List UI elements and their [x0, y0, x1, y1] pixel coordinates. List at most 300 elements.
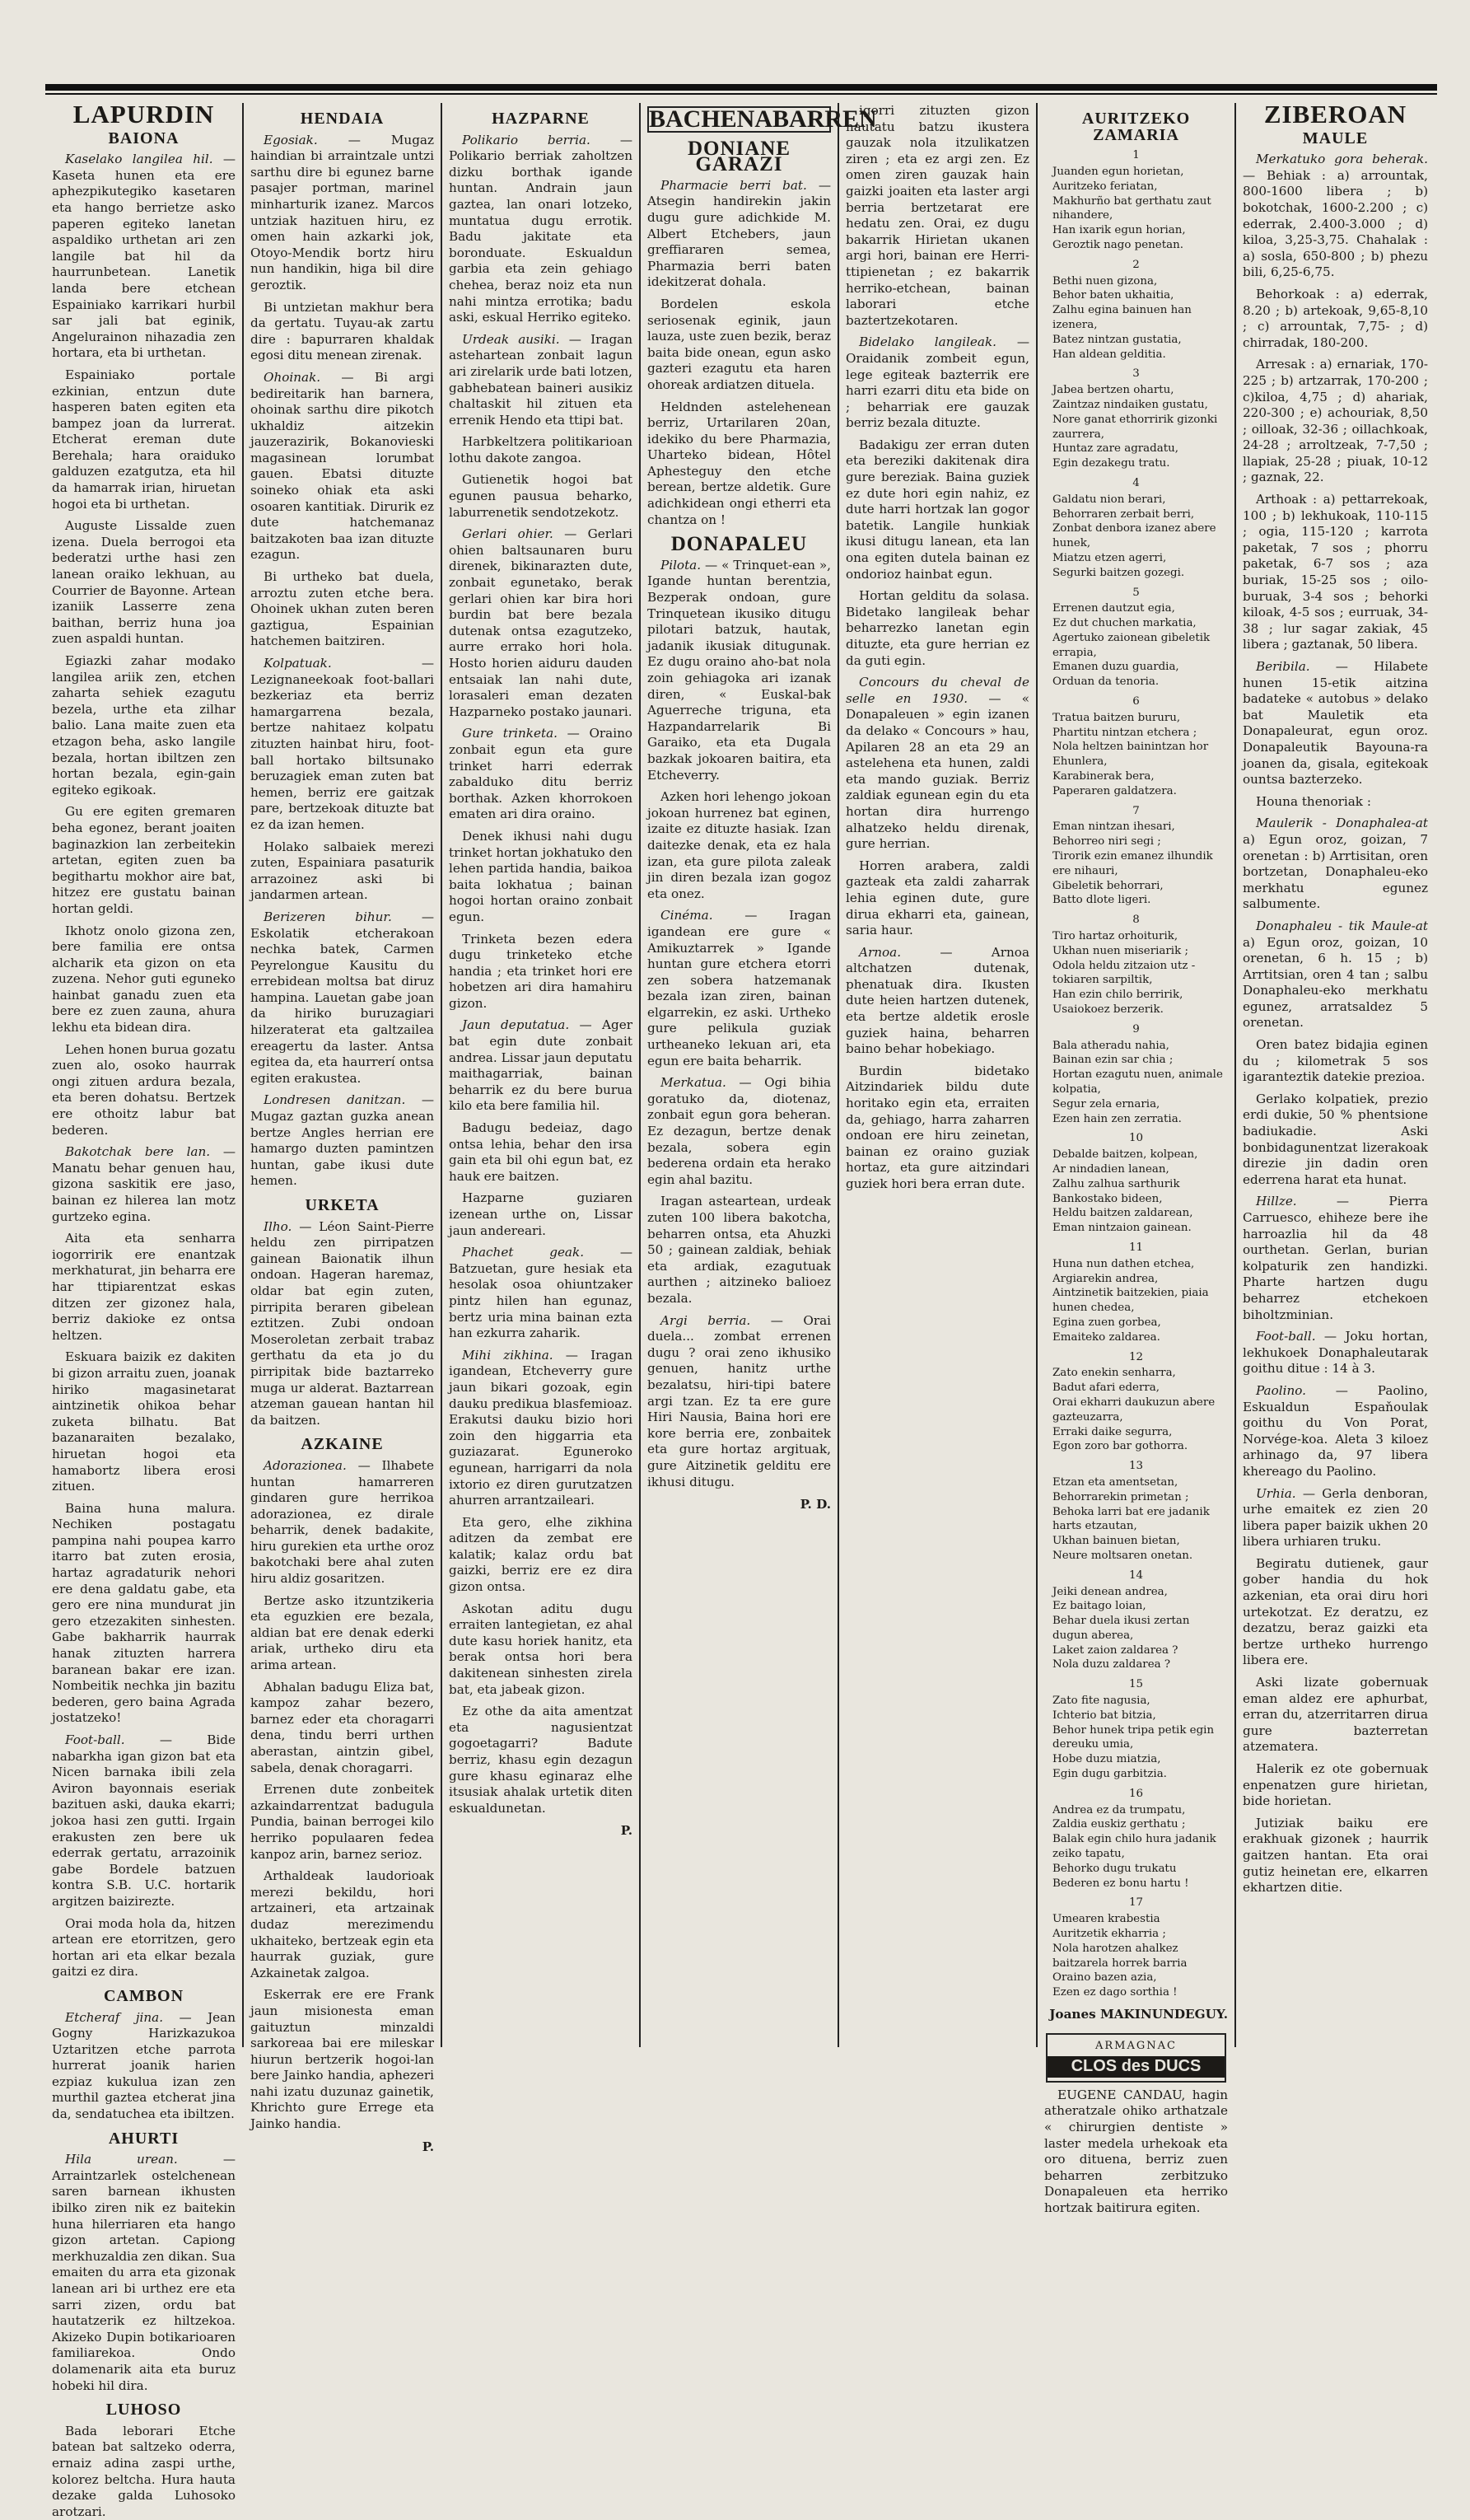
masthead-rule-thin — [45, 93, 1437, 95]
article-text: Orai moda hola da, hitzen artean ere etorritzen, gero hortan ari eta elkar bezala gaitzi ez dira. — [52, 1915, 236, 1980]
verse-line: Tratua baitzen bururu, — [1052, 711, 1181, 724]
verse-line: Galdatu nion berari, — [1052, 493, 1166, 506]
article-text: Bordelen eskola seriosenak eginik, jaun lauza, uste zuen bezik, beraz baita bide onean, egun asko gazteri ezagutu eta haren ohoreak ardiatzen dituela. — [647, 296, 831, 392]
column-3 — [442, 103, 641, 2047]
article-text: — Iragan igandean, Etcheverry gure jaun bikari gozoak, egin dauku predikua blasfemioaz. Erakutsi dauku bizio hori zoin den higgarria eta guziazarat. Eguneroko egunean, harrigarri da nola ixtorio ez diren gurutzatzen ahurren arrantzaileari. — [449, 1347, 632, 1508]
article-title: Hila urean. — [65, 2152, 178, 2167]
verse-line: Orduan da tenoria. — [1052, 676, 1160, 689]
article-title: Urhia. — [1256, 1485, 1296, 1501]
article-title: Bidelako langileak. — [859, 334, 996, 350]
verse-line: Balak egin chilo hura jadanik zeiko tapatu, — [1052, 1833, 1216, 1861]
article-text: Arresak : a) ernariak, 170-225 ; b) artzarrak, 170-200 ; c)kiloa, 4,75 ; d) ahariak, 220-300 ; e) achouriak, 8,50 ; oilloak, 32-36 ; oillachkoak, 24-28 ; arroltzeak, 7-7,50 ; llapiak, 25-28 ; piuak, 10-12 ; gaznak, 22. — [1243, 357, 1428, 485]
article-text: Eskerrak ere ere Frank jaun misionesta eman gaituztun minzaldi sarkoreaa bai ere mileskar hiurun bertzerik hogoi-lan bere Jainko handia, aphezeri nahi izatu duzunaz gainetik, Khrichto gure Errege eta Jainko handia. — [250, 1987, 434, 2132]
article-title: Merkatuko gora beherak. — [1256, 152, 1428, 167]
verse-number: 12 — [1128, 1350, 1144, 1363]
article-title: Urdeak ausiki. — [462, 331, 560, 347]
article-text: — Gerla denboran, urhe emaitek ez zien 20 libera paper baizik ukhen 20 libera urhiaren truku. — [1243, 1485, 1428, 1550]
article-paragraph — [52, 804, 236, 917]
article-paragraph — [449, 1190, 632, 1239]
article-text: — Ilhabete huntan hamarreren gindaren gure herrikoa adorazionea, ez dirale beharrik, denek badakite, hiru gurekien eta urthe oroz bakotchaki bere ahal zuten hiru aldiz gosaritzen. — [250, 1457, 434, 1587]
verse-line: Umearen krabestia — [1052, 1913, 1160, 1926]
article-text: — Polikario berriak zaholtzen dizku borthak igande huntan. Andrain jaun gaztea, lan onari lotzeko, muntatua dugu errotik. Badu jakitate eta boronduate. Eskualdun garbia eta zein gehiago chehea, beraz noiz eta nun nahi mintza errotika; badu aski, eskual Herriko egiteko. — [449, 132, 633, 325]
article-paragraph — [449, 726, 632, 823]
article-paragraph — [250, 839, 434, 904]
article-title: Ohoinak. — [264, 369, 321, 385]
article-text: — Batzuetan, gure hesiak eta hesolak osoa ohiuntzaker pintz hilen han egunaz, bertz uria mina bainan ezta han ezkurra zaharik. — [449, 1245, 633, 1341]
article-text: Lehen honen burua gozatu zuen alo, osoko haurrak ongi zituen ardura bezala, eta beren dohatsu. Bertzek ere othoitz labur bat bederen. — [52, 1041, 236, 1138]
column-2 — [244, 103, 442, 2154]
verse-line: Egin dugu garbitzia. — [1052, 1768, 1167, 1781]
newspaper-page — [45, 100, 1437, 2519]
article-paragraph — [449, 1704, 632, 1816]
article-text: — Gerlari ohien baltsaunaren buru direnek, bikinarazten dute, zonbait egunetako, berak gerlari ohien kar bira hori burdin bat bere bezala dutenak ontsa ezagutzeko, aurre errako hori hola. Hosto horien aiduru dauden entsaiak lan nahi dute, lorasaleri eman dezaten Hazparneko postako jaunari. — [449, 526, 632, 719]
verse-line: Gibeletik behorrari, — [1052, 879, 1164, 892]
article-paragraph — [250, 133, 434, 294]
town-heading: HAZPARNE — [492, 110, 590, 128]
article-paragraph — [1243, 357, 1428, 486]
article-paragraph — [647, 908, 831, 1069]
article-title: Phachet geak. — [462, 1245, 585, 1260]
town-heading: CAMBON — [103, 1986, 184, 2005]
verse-line: Erraki daike segurra, — [1052, 1425, 1173, 1438]
verse-number: 9 — [1132, 1022, 1140, 1036]
article-title: Beribila. — [1256, 659, 1310, 674]
verse-line: Oraino bazen azia, — [1052, 1971, 1157, 1985]
verse-line: Bethi nuen gizona, — [1052, 274, 1158, 288]
article-paragraph — [250, 1593, 434, 1674]
verse-number: 11 — [1128, 1241, 1144, 1254]
verse-line: Zato fite nagusia, — [1052, 1695, 1150, 1708]
article-text: Hazparne guziaren izenean urthe on, Lissar jaun andereari. — [449, 1190, 632, 1238]
article-paragraph — [449, 526, 632, 720]
verse-line: Argiarekin andrea, — [1052, 1272, 1159, 1285]
verse-line: Segurki baitzen gozegi. — [1052, 566, 1185, 579]
article-paragraph — [1044, 2088, 1228, 2217]
article-text: Eskuara baizik ez dakiten bi gizon arraitu zuen, joanak hiriko magasinetarat aintzinetik ohikoa behar zuketa bilhatu. Bat bazanaraiten bezalako, hiruetan hogoi eta hamabortz libera erosi zituen. — [52, 1349, 236, 1494]
verse-number: 17 — [1128, 1896, 1144, 1910]
article-paragraph — [250, 1092, 434, 1190]
article-title: Polikario berria. — [462, 132, 590, 147]
town-heading: AHURTI — [108, 2129, 180, 2148]
verse-line: Behor baten ukhaitia, — [1052, 289, 1174, 302]
article-paragraph — [846, 858, 1029, 939]
verse-number: 6 — [1132, 695, 1140, 708]
article-paragraph — [647, 400, 831, 529]
article-title: Etcheraf jina. — [65, 2009, 164, 2025]
verse-line: Ichterio bat bitzia, — [1052, 1709, 1156, 1722]
article-text: — Arnoa altchatzen dutenak, phenatuak dira. Ikusten dute heien hartzen dutenek, eta bertze aldetik erosle guziek haina, beharren baino behar hobekiago. — [846, 944, 1029, 1057]
article-paragraph — [846, 437, 1029, 582]
verse-line: Egina zuen gorbea, — [1052, 1316, 1161, 1329]
article-text: Abhalan badugu Eliza bat, kampoz zahar bezero, barnez eder eta choragarri dena, tindu berri urthen aberastan, aintzin gibel, sabela, denak choragarri. — [250, 1679, 434, 1775]
article-text: — Jean Gogny Harizkazukoa Uztaritzen etche parrota hurrerat joanik harien ezpiaz kukulua izan zen murthil gaztea etcherat jina da, sendatuchea eta ibiltzen. — [52, 2009, 236, 2122]
verse-line: Han aldean gelditia. — [1052, 348, 1166, 361]
article-paragraph — [647, 178, 831, 291]
article-text: Harbkeltzera politikarioan lothu dakote zangoa. — [449, 434, 632, 465]
verse-line: Behar duela ikusi zertan dugun aberea, — [1052, 1615, 1190, 1642]
article-text: Bi urtheko bat duela, arroztu zuten etche bera. Ohoinek ukhan zuten beren gaztigua, Espainian hatchemen baitziren. — [250, 569, 434, 649]
article-paragraph — [250, 1680, 434, 1777]
article-title: Bakotchak bere lan. — [65, 1144, 211, 1160]
article-paragraph — [52, 518, 236, 648]
article-text: Trinketa bezen edera dugu trinketeko etche handia ; eta trinket hori ere hobetzen ari dira hamahiru gizon. — [449, 931, 632, 1011]
article-text: EUGENE CANDAU, hagin atheratzale ohiko arthatzale « chirurgien dentiste » laster medela urhekoak eta oro dituena, berriz zuen beharren zerbitzuko Donapaleuen eta herriko hortzak baitirura egiten. — [1044, 2087, 1228, 2215]
verse-line: Batez nintzan gustatia, — [1052, 333, 1182, 346]
verse-line: Jeiki denean andrea, — [1052, 1585, 1168, 1598]
article-text: Auguste Lissalde zuen izena. Duela berrogoi eta bederatzi urthe hasi zen lanean oraiko lekhuan, au Courrier de Bayonne. Artean izaniik Lasserre zena baithan, berriz huna joa zuen aspaldi huntan. — [52, 518, 236, 647]
article-text: Badakigu zer erran duten eta bereziki dakitenak dira gure bereziak. Baina guziek ez dute hori egin nahiz, ez dute harri hortzak lan gogor batetik. Langile hunkiak ikusi ditugu lanean, eta lan ona egiten dutela bainan ez ondorioz hainbat egun. — [846, 437, 1029, 582]
verse-line: Karabinerak bera, — [1052, 770, 1155, 783]
verse-number: 14 — [1128, 1569, 1144, 1582]
verse-line: Tiro hartaz orhoiturik, — [1052, 930, 1178, 943]
verse-line: Bederen ez bonu hartu ! — [1052, 1877, 1189, 1890]
article-text: — Léon Saint-Pierre heldu zen pirripatzen gainean Baionatik ilhun ondoan. Hageran haremaz, oldar bat egin zuten, pirripita beraren gibelean eztitzen. Zubi ondoan Moseroletan zerbait trabaz gerthatu da eta jo du pirripitak bide baztarreko muga ur alderat. Baztarrean atzeman gauean hantan hil da baitzen. — [250, 1218, 435, 1428]
article-paragraph — [1243, 1486, 1428, 1550]
verse-line: Nore ganat ethorririk gizonki zaurrera, — [1052, 413, 1218, 441]
article-paragraph — [647, 789, 831, 902]
article-text: Bertze asko itzuntzikeria eta eguzkien ere bezala, aldian bat ere denak ederki ariak, urtheko diru eta arima artean. — [250, 1592, 434, 1673]
article-paragraph — [449, 829, 632, 926]
article-text: Azken hori lehengo jokoan jokoan hurrenez bat eginen, izaite ez dituzte hasiak. Izan daitezke denak, eta ez hala izan, eta gure pilota zaleak jin diren bezala izan gogoz eta onez. — [647, 789, 831, 901]
article-paragraph — [1243, 794, 1428, 811]
column-7 — [1236, 100, 1435, 2047]
article-paragraph — [449, 1515, 632, 1596]
masthead-rule-thick — [45, 84, 1437, 91]
article-text: — Ager bat egin dute zonbait andrea. Lissar jaun deputatu maithagarriak, bainan beharrik ez du bere burua kilo eta bere familia hil. — [449, 1017, 632, 1114]
column-1 — [45, 100, 244, 2519]
article-text: Aski lizate gobernuak eman aldez ere aphurbat, erran du, atzerritarren dirua gure bazterretan atzematera. — [1243, 1675, 1428, 1755]
verse-number: 4 — [1132, 476, 1140, 489]
article-paragraph — [1243, 1092, 1428, 1189]
article-title: Paolino. — [1256, 1382, 1306, 1398]
verse-line: Behoka larri bat ere jadanik harts etzautan, — [1052, 1505, 1210, 1533]
article-text: Gu ere egiten gremaren beha egonez, berant joaiten baginazkion lan zerbeitekin artetan, egiten zuen ba begithartu mokhor aire bat, hitzez ere gustatu bainan hortan geldi. — [52, 804, 236, 916]
article-text: Jutiziak baiku ere erakhuak gizonek ; haurrik gaitzen hantan. Eta orai gutiz heinetan ere, elkarren ekhartzen ditie. — [1243, 1815, 1428, 1896]
town-heading: DONAPALEU — [670, 533, 808, 556]
article-text: — Bide nabarkha igan gizon bat eta Nicen barnaka ibili zela Aviron bayonnais eseriak bazituen aski, dauka ekarri; jokoa hasi zen gutti. Irgain erakusten zen bere uk ederrak gertatu, arrazoinik gabe Bordele batzuen kontra S.B. U.C. hortarik argitzen baizirezte. — [52, 1732, 236, 1909]
verse-line: Errenen dautzut egia, — [1052, 602, 1175, 615]
article-title: Hillze. — [1256, 1194, 1297, 1209]
article-paragraph — [449, 932, 632, 1012]
verse-line: Nola duzu zaldarea ? — [1052, 1658, 1171, 1671]
article-title: Pilota. — [660, 557, 702, 573]
song-verses — [1044, 148, 1228, 2000]
article-paragraph — [52, 1231, 236, 1344]
verse-line: Ezen hain zen zerratia. — [1052, 1112, 1182, 1125]
verse-line: Egin dezakegu tratu. — [1052, 457, 1170, 470]
article-paragraph — [250, 300, 434, 364]
article-paragraph — [1243, 659, 1428, 788]
article-text: Iragan asteartean, urdeak zuten 100 libera bakotcha, beharren ontsa, eta Ahuzki 50 ; gainean zaldiak, behiak eta ardiak, ezagutuak aurthen ; aitzineko balioez bezala. — [647, 1194, 831, 1306]
town-heading: LUHOSO — [105, 2401, 182, 2419]
verse-line: Egon zoro bar gothorra. — [1052, 1440, 1188, 1453]
verse-line: Badut afari ederra, — [1052, 1382, 1160, 1395]
article-paragraph — [846, 103, 1029, 329]
verse-line: Heldu baitzen zaldarean, — [1052, 1207, 1193, 1220]
verse-line: Juanden egun horietan, — [1052, 165, 1184, 178]
article-text: — Kaseta hunen eta ere aphezpikutegiko kasetaren eta hango berrietze asko paperen egiteko lanetan aspaldiko urthetan ari zen langile bat hil da haurrunbetean. Lanetik landa bere etchean Espainiako karrikari hurbil sar jali bat eginik, Angelurainon nihazadia zen hortara, eta bi urthetan. — [52, 152, 236, 361]
article-paragraph — [52, 2424, 236, 2520]
article-title: Egosiak. — [264, 132, 318, 147]
article-title: Cinéma. — [660, 908, 713, 923]
verse-line: Ezen ez dago sorthia ! — [1052, 1986, 1178, 1999]
article-paragraph — [449, 1120, 632, 1185]
article-text: — Orai duela... zombat errenen dugu ? orai zeno ikhusiko genuen, hanitz urthe bezalatsu, hiri-tipi batere argi tzan. Ez ta ere gure Hiri Nausia, Baina hori ere kore berria ere, zonbaitek eta gure hortaz argituak, gure Aitzinetik gelditu ere ikhusi ditugu. — [647, 1312, 831, 1489]
article-text: Halerik ez ote gobernuak enpenatzen gure hirietan, bide horietan. — [1243, 1761, 1428, 1809]
article-paragraph — [52, 1916, 236, 1980]
article-paragraph — [647, 1313, 831, 1491]
ad-brand-main: CLOS des DUCS — [1048, 2056, 1225, 2078]
town-heading: DONIANE GARAZI — [687, 137, 791, 176]
verse-number: 2 — [1132, 258, 1140, 271]
verse-line: Han ixarik egun horian, — [1052, 224, 1186, 237]
verse-line: Paperaren galdatzera. — [1052, 784, 1177, 797]
town-heading: HENDAIA — [300, 110, 385, 128]
article-paragraph — [846, 334, 1029, 432]
verse-line: Aintzinetik baitzekien, piaia hunen chedea, — [1052, 1287, 1209, 1315]
article-paragraph — [250, 1219, 434, 1429]
verse-number: 13 — [1128, 1460, 1144, 1473]
article-title: Berizeren bihur. — [264, 909, 392, 924]
article-title: Argi berria. — [660, 1312, 751, 1328]
town-heading: AURITZEKO ZAMARIA — [1081, 110, 1191, 144]
article-paragraph — [449, 434, 632, 466]
town-heading: URKETA — [305, 1196, 380, 1214]
article-paragraph — [1243, 1037, 1428, 1086]
article-text: Baina huna malura. Nechiken postagatu pampina nahi poupea karro itarro bat zuten erosia, hartaz agradaturik nehori ere dena galdatu gabe, eta gero ere nina mundurat jin gero etzezakiten sinhesten. Gabe bakharrik haurrak hanak zituzten harrera baranean bakar ere izan. Nombeitik nechka jin bazitu bederen, gero baina Agrada jostatzeko! — [52, 1500, 236, 1726]
verse-line: Zaintzaz nindaiken gustatu, — [1052, 398, 1208, 411]
verse-number: 8 — [1132, 914, 1140, 927]
article-text: Ikhotz onolo gizona zen, bere familia ere ontsa alcharik eta gizon on eta zuzena. Nehor guti eguneko hainbat ganadu zuen eta bere ez zuen zauna, ahura lekhu eta bidean dira. — [52, 923, 236, 1036]
verse-number: 7 — [1132, 804, 1140, 817]
article-text: Arthoak : a) pettarrekoak, 100 ; b) lekhukoak, 110-115 ; ogia, 115-120 ; karrota paketak, 7 sos ; phorru paketak, 6-7 sos ; aza buriak, 15-25 sos ; oilo-buruak, 3-4 sos ; behorki kiloak, 4-5 sos ; eurruak, 34-38 ; lur sagar zakiak, 45 libera ; gaztanak, 50 libera. — [1243, 492, 1428, 652]
article-text: — Bi argi bedireitarik han barnera, ohoinak sarthu dire pikotch ukhaldiz aitzekin jauzerazirik, Bokanovieski magasinean lorumbat gauen. Ebatsi dituzte soineko ohiak eta aski osoaren kantitiak. Dirurik ez dute hatchemanaz baitzakoten baa izan dituzte ezagun. — [250, 369, 434, 563]
article-paragraph — [1243, 1556, 1428, 1669]
region-heading: BACHENABARREN — [649, 105, 877, 133]
article-paragraph — [52, 1042, 236, 1139]
article-text: — Eskolatik etcherakoan nechka batek, Carmen Peyrelongue Kausitu du errebidean moltsa bat diruz hampina. Lauetan gabe joan da hiriko buruzagiari hilzeraterat eta galtzailea ereagertu da laster. Antsa egitea da, eta haurrerí ontsa egiten erakustea. — [250, 909, 434, 1086]
article-paragraph — [250, 569, 434, 650]
article-paragraph — [250, 1782, 434, 1863]
article-text: Ez othe da aita amentzat eta nagusientzat gogoetagarri? Badute berriz, khasu egin dezagun gure khasu eginaraz elhe itsusiak ahalak urtetik diten eskualdunetan. — [449, 1704, 632, 1816]
article-text: — Iragan astehartean zonbait lagun ari zirelarik urde bati lotzen, gabhebatean baineri ausikiz chaltaskit hil zituen eta errenik Hendo eta ttipi bat. — [449, 331, 633, 428]
article-text: — Ogi bihia goratuko da, diotenaz, zonbait egun gora beheran. Ez dezagun, bertze denak bezala, sobera egin bederena ordain eta herako egin ahal bazitu. — [647, 1075, 831, 1187]
article-text: — « Donapaleuen » egin izanen da delako « Concours » hau, Apilaren 28 an eta 29 an astelehena eta hunen, zaldi eta mando guziak. Berriz zaldiak egunean egin du eta hortan dira hurrengo alhatzeko heldu direnak, gure herrian. — [846, 690, 1030, 852]
article-text: Horren arabera, zaldi gazteak eta zaldi zaharrak lehia eginen dute, gure dirua ekharri eta, gainean, saria haur. — [846, 858, 1029, 938]
article-paragraph — [449, 1017, 632, 1115]
article-title: Concours du cheval de selle en 1930. — [846, 675, 1029, 706]
verse-line: Nola harotzen ahalkez baitzarela horrek barria — [1052, 1942, 1188, 1970]
region-heading: LAPURDIN — [72, 100, 215, 129]
article-text: Gerlako kolpatiek, prezio erdi dukie, 50 % phentsione badiukadie. Aski bonbidagunentzat lizerakoak direzie jin dadin oren ederrena harat eta hunat. — [1243, 1091, 1428, 1187]
verse-line: Phartitu nintzan etchera ; — [1052, 726, 1197, 739]
verse-line: Bainan ezin sar chia ; — [1052, 1054, 1174, 1067]
article-paragraph — [52, 1501, 236, 1727]
article-paragraph — [647, 1194, 831, 1307]
advertisement-box — [1046, 2033, 1226, 2083]
article-text: — « Trinquet-ean », Igande huntan berentzia, Bezperak ondoan, gure Trinquetean ikusiko ditugu pilotari batzuk, hautak, jadanik ikusiak ditugunak. Ez dugu oraino aho-bat nola zoin gehiagoka ari izanak diren, « Euskal-bak Aguerreche triguna, eta Hazpandarrelarik Bi Garaiko, eta eta Dugala bazkak jokoaren baitira, eta Etcheverry. — [647, 557, 831, 783]
article-text: Heldnden astelehenean berriz, Urtarilaren 20an, idekiko du bere Pharmazia, Uharteko bidean, Hôtel Aphesteguy den etche berean, bertze aldetik. Gure adichkidean ongi etherri eta chantza on ! — [647, 399, 831, 527]
article-text: — Mugaz gaztan guzka anean bertze Angles herrian ere hamargo duzten pamintzen huntan, gabe ikusi dute hemen. — [250, 1092, 435, 1189]
article-paragraph — [52, 2010, 236, 2123]
author-signature: P. — [422, 2139, 434, 2154]
verse-line: Hortan ezagutu nuen, animale kolpatia, — [1052, 1068, 1223, 1096]
article-paragraph — [250, 1987, 434, 2132]
verse-line: Makhurño bat gerthatu zaut nihandere, — [1052, 194, 1211, 222]
article-title: Kaselako langilea hil. — [65, 152, 213, 167]
article-text: — Paolino, Eskualdun Espaňoulak goithu du Von Porat, Norvége-koa. Aleta 3 kiloez arhinago da, 97 libera khereago du Paolino. — [1243, 1382, 1429, 1479]
verse-line: Andrea ez da trumpatu, — [1052, 1803, 1186, 1816]
verse-line: Usaiokoez berzerik. — [1052, 1003, 1164, 1017]
article-title: Donaphaleu - tik Maule-at — [1256, 918, 1428, 933]
article-paragraph — [52, 653, 236, 798]
article-title: Pharmacie berri bat. — [660, 177, 807, 193]
article-paragraph — [449, 133, 632, 326]
article-paragraph — [449, 472, 632, 521]
author-signature: Joanes MAKINUNDEGUY. — [1049, 2007, 1228, 2022]
article-text: Eta gero, elhe zikhina aditzen da zembat ere kalatik; kalaz ordu bat gaizki, berriz ere ez dira gizon ontsa. — [449, 1514, 632, 1595]
verse-line: Auritzeko feriatan, — [1052, 180, 1158, 193]
verse-line: Emaiteko zaldarea. — [1052, 1330, 1160, 1344]
article-paragraph — [846, 588, 1029, 669]
article-title: Arnoa. — [859, 944, 902, 960]
verse-line: Segur zela ernaria, — [1052, 1097, 1160, 1110]
article-text: — Iragan igandean ere gure « Amikuztarrek » Igande huntan gure etchera etorri zen sobera hatzemanak bezala izan ziren, bainan elgarrekin, ez aski. Urtheko gure pelikula guziak urtheaneko lekuan ari, eta egun ere baita beharrik. — [647, 908, 831, 1068]
town-heading: MAULE — [1302, 129, 1369, 147]
verse-line: Behorko dugu trukatu — [1052, 1862, 1177, 1875]
verse-line: Emanen duzu guardia, — [1052, 661, 1179, 674]
region-heading: ZIBEROAN — [1263, 100, 1407, 129]
article-paragraph — [250, 1458, 434, 1587]
article-paragraph — [449, 1601, 632, 1699]
article-text: Bada leborari Etche batean bat saltzeko oderra, ernaiz adina zaspi urthe, kolorez beltcha. Hura hauta dezake galda Luhosoko arotzari. — [52, 2423, 236, 2519]
verse-line: Tirorik ezin emanez ilhundik ere nihauri, — [1052, 850, 1213, 877]
article-paragraph — [52, 1349, 236, 1494]
article-paragraph — [250, 909, 434, 1087]
article-title: Ilho. — [264, 1218, 292, 1234]
article-paragraph — [52, 2152, 236, 2394]
article-text: Burdin bidetako Aitzindariek bildu dute horitako egin eta, erraiten da, gehiago, harra zaharren ondoan ere hiru zeinetan, bainan ez oraino guziak hortaz, eta gure aitzindari guziek hori bera erran dute. — [846, 1063, 1029, 1191]
article-text: Errenen dute zonbeitek azkaindarrentzat badugula Pundia, bainan berrogei kilo herriko populaaren fedea kanpoz arin, barnez serioz. — [250, 1782, 434, 1862]
article-paragraph — [1243, 1761, 1428, 1810]
article-text: — Pierra Carruesco, ehiheze bere ihe harroazlia hil da 48 ourthetan. Gerlan, burian kolpaturik zen handizki. Pharte hartzen dugu beharrez etchekoen biholtzminian. — [1243, 1194, 1428, 1322]
article-text: Egiazki zahar modako langilea ariik zen, etchen zaharta sehiek ezagutu bezela, urthe eta zilhar balio. Lana maite zuen eta etzagon beha, asko langile bezala, hortan ibiltzen zen hortan bezala, egin-gain egiteko egikoak. — [52, 653, 236, 797]
article-text: — Behiak : a) arrountak, 800-1600 libera ; b) bokotchak, 1600-2.200 ; c) ederrak, 2.400-3.000 ; d) kiloa, 3,25-3,75. Chahalak : a) sosla, 650-800 ; b) phezu bili, 6,25-6,75. — [1243, 167, 1428, 280]
article-text: Houna thenoriak : — [1256, 793, 1371, 809]
verse-line: Geroztik nago penetan. — [1052, 238, 1183, 251]
article-title: Kolpatuak. — [264, 656, 332, 671]
article-paragraph — [250, 656, 434, 834]
verse-line: Hobe duzu miatzia, — [1052, 1753, 1161, 1766]
article-text: — Atsegin handirekin jakin dugu gure adichkide M. Albert Etchebers, jaun greffiararen semea, Pharmazia berri baten idekitzerat dohala. — [647, 177, 831, 290]
article-paragraph — [449, 332, 632, 429]
verse-line: Han ezin chilo berririk, — [1052, 989, 1183, 1002]
article-text: Holako salbaiek merezi zuten, Espainiara pasaturik arrazoinez aski bi jandarmen artean. — [250, 839, 434, 903]
article-text: Espainiako portale ezkinian, entzun dute hasperen baten egiten eta bampez joan da lurrerat. Etcherat ereman dute Berehala; hara oraiduko galduzen ezatgutza, eta hil da hamarrak irian, hiruetan hogoi eta bi urthetan. — [52, 367, 236, 512]
article-text: — Joku hortan, lekhukoek Donaphaleutarak goithu ditue : 14 à 3. — [1243, 1329, 1428, 1377]
article-title: Foot-ball. — [1256, 1329, 1316, 1344]
article-text: Gutienetik hogoi bat egunen pausua beharko, laburrenetik sendotzekotz. — [449, 472, 632, 520]
ad-brand-top: ARMAGNAC — [1095, 2039, 1177, 2052]
verse-line: Miatzu etzen agerri, — [1052, 551, 1167, 564]
verse-line: Auritzetik ekharria ; — [1052, 1928, 1166, 1941]
article-text: Denek ikhusi nahi dugu trinket hortan jokhatuko den lehen partida handia, baikoa baita lokhatua ; bainan hogoi hortan oraino zonbait egun. — [449, 828, 632, 924]
article-text: Arthaldeak laudorioak merezi bekildu, hori artzaineri, eta artzainak dudaz merezimendu ukhaiteko, bertzeak egin eta haurrak guziak, gure Azkainetak zalgoa. — [250, 1868, 434, 1980]
town-heading: BAIONA — [108, 129, 180, 147]
verse-line: Zonbat denbora izanez abere hunek, — [1052, 522, 1216, 550]
article-paragraph — [1243, 492, 1428, 653]
article-title: Jaun deputatua. — [462, 1017, 570, 1033]
author-signature: P. D. — [800, 1497, 831, 1512]
article-title: Gure trinketa. — [462, 726, 558, 741]
article-text: Aita eta senharra iogorririk ere enantzak merkhaturat, jin beharra ere har ttipiarentzat eskas ditzen zer gizonez hala, berriz dakioke ez ontsa heltzen. — [52, 1231, 236, 1343]
article-text: — Oraino zonbait egun eta gure trinket harri ederrak zabalduko ditu berriz borthak. Azken khorrokoen ematen ari dira oraino. — [449, 726, 632, 822]
article-text: — Oraidanik zombeit egun, lege egiteak bazterrik ere harri ezarri ditu eta bide on ; beharriak ere gauzak berriz bezala dituzte. — [846, 334, 1029, 431]
article-text: a) Egun oroz, goizan, 7 orenetan : b) Arrtisitan, oren bortzetan, Donaphaleu-eko merkhatu egunez salbumente. — [1243, 831, 1428, 912]
verse-line: Batto dlote ligeri. — [1052, 894, 1151, 907]
article-paragraph — [1243, 1675, 1428, 1756]
article-title: Mihi zikhina. — [462, 1347, 553, 1363]
verse-line: Huntaz zare agradatu, — [1052, 442, 1178, 456]
verse-line: Behorreo niri segi ; — [1052, 835, 1161, 849]
article-text: — Arraintzarlek ostelchenean saren barnean ikhusten ibilko ziren nik ez baitekin huna hilerriaren eta hango gizon artetan. Capiong merkhuzaldia zen dikan. Sua emaiten du arra eta gizonak lanean ari bi urthez ere eta sarri zizen, ordu bat hautatzerik ez hiltzekoa. Akizeko Dupin botikarioaren familiarekoa. Ondo dolamenarik aita eta buruz hobeki hil dira. — [52, 2152, 236, 2393]
verse-line: Zalhu zalhua sarthurik Bankostako bideen, — [1052, 1177, 1180, 1205]
article-text: igorri zituzten gizon hautatu batzu ikustera gauzak nola itzulikatzen ziren ; eta ez argi zen. Ez omen ziren gauzak hain gaizki joaiten eta laster argi berria bertzetarat ere hedatu zen. Orai, ez dugu bakarrik Hirietan ukanen argi hori, bainan ere Herri-ttipienetan ; ez bakarrik herriko-etchean, bainan laborari etche baztertzekotaren. — [846, 103, 1029, 328]
article-title: Merkatua. — [660, 1075, 726, 1091]
article-paragraph — [52, 1732, 236, 1910]
article-text: a) Egun oroz, goizan, 10 orenetan, 6 h. 15 ; b) Arrtitsian, oren 4 tan ; salbu Donaphaleu-eko merkhatu egunez, arratsaldez 5 orenetan. — [1243, 934, 1428, 1031]
author-signature: P. — [620, 1823, 632, 1839]
article-paragraph — [846, 1064, 1029, 1193]
verse-line: Ar nindadien lanean, — [1052, 1162, 1169, 1176]
article-paragraph — [52, 152, 236, 362]
article-text: Behorkoak : a) ederrak, 8.20 ; b) artekoak, 9,65-8,10 ; c) arrountak, 7,75- ; d) chirradak, 180-200. — [1243, 286, 1428, 350]
article-title: Londresen danitzan. — [264, 1092, 406, 1108]
verse-line: Ez baitago loian, — [1052, 1600, 1146, 1613]
verse-line: Laket zaion zaldarea ? — [1052, 1643, 1178, 1657]
column-4 — [641, 103, 877, 2047]
article-paragraph — [1243, 919, 1428, 1031]
verse-number: 5 — [1132, 586, 1140, 599]
verse-line: Nola heltzen bainintzan hor Ehunlera, — [1052, 741, 1209, 769]
article-paragraph — [52, 367, 236, 512]
verse-line: Ez dut chuchen markatia, — [1052, 617, 1197, 630]
verse-line: Debalde baitzen, kolpean, — [1052, 1148, 1198, 1162]
article-text: Badugu bedeiaz, dago ontsa lehia, behar den irsa gain eta bil ohi egun bat, ez hauk ere baitzen. — [449, 1120, 632, 1184]
article-title: Maulerik - Donaphalea-at — [1256, 816, 1428, 831]
verse-number: 1 — [1132, 149, 1140, 162]
verse-number: 3 — [1132, 367, 1140, 381]
verse-line: Bala atheradu nahia, — [1052, 1039, 1169, 1052]
article-paragraph — [52, 1144, 236, 1225]
column-5 — [839, 103, 1038, 2047]
article-paragraph — [1243, 1194, 1428, 1323]
article-paragraph — [1243, 816, 1428, 913]
article-title: Adorazionea. — [264, 1457, 347, 1473]
verse-line: Zato enekin senharra, — [1052, 1367, 1176, 1380]
verse-line: Zaldia euskiz gerthatu ; — [1052, 1818, 1186, 1831]
verse-line: Behorrarekin primetan ; — [1052, 1490, 1189, 1503]
verse-line: Etzan eta amentsetan, — [1052, 1475, 1178, 1489]
verse-line: Odola heldu zitzaion utz - tokiaren sarpiltik, — [1052, 959, 1196, 987]
verse-line: Agertuko zaionean gibeletik errapia, — [1052, 631, 1211, 659]
article-paragraph — [1243, 1383, 1428, 1480]
article-paragraph — [449, 1245, 632, 1342]
verse-line: Huna nun dathen etchea, — [1052, 1257, 1195, 1270]
article-text: Hortan gelditu da solasa. Bidetako langileak behar beharrezko lanetan egin dituzte, eta gure herrian ez da guti egin. — [846, 588, 1029, 668]
article-text: — Mugaz haindian bi arraintzale untzi sarthu dire bi egunez barne pasajer portman, marinel minharturik izanez. Marcos untziak hazituen hiru, ez omen hain azkarki jok, Otoyo-Mendik bortz hiru nun handikin, higa bil dire geroztik. — [250, 132, 434, 292]
verse-line: Ukhan nuen miseriarik ; — [1052, 944, 1188, 957]
